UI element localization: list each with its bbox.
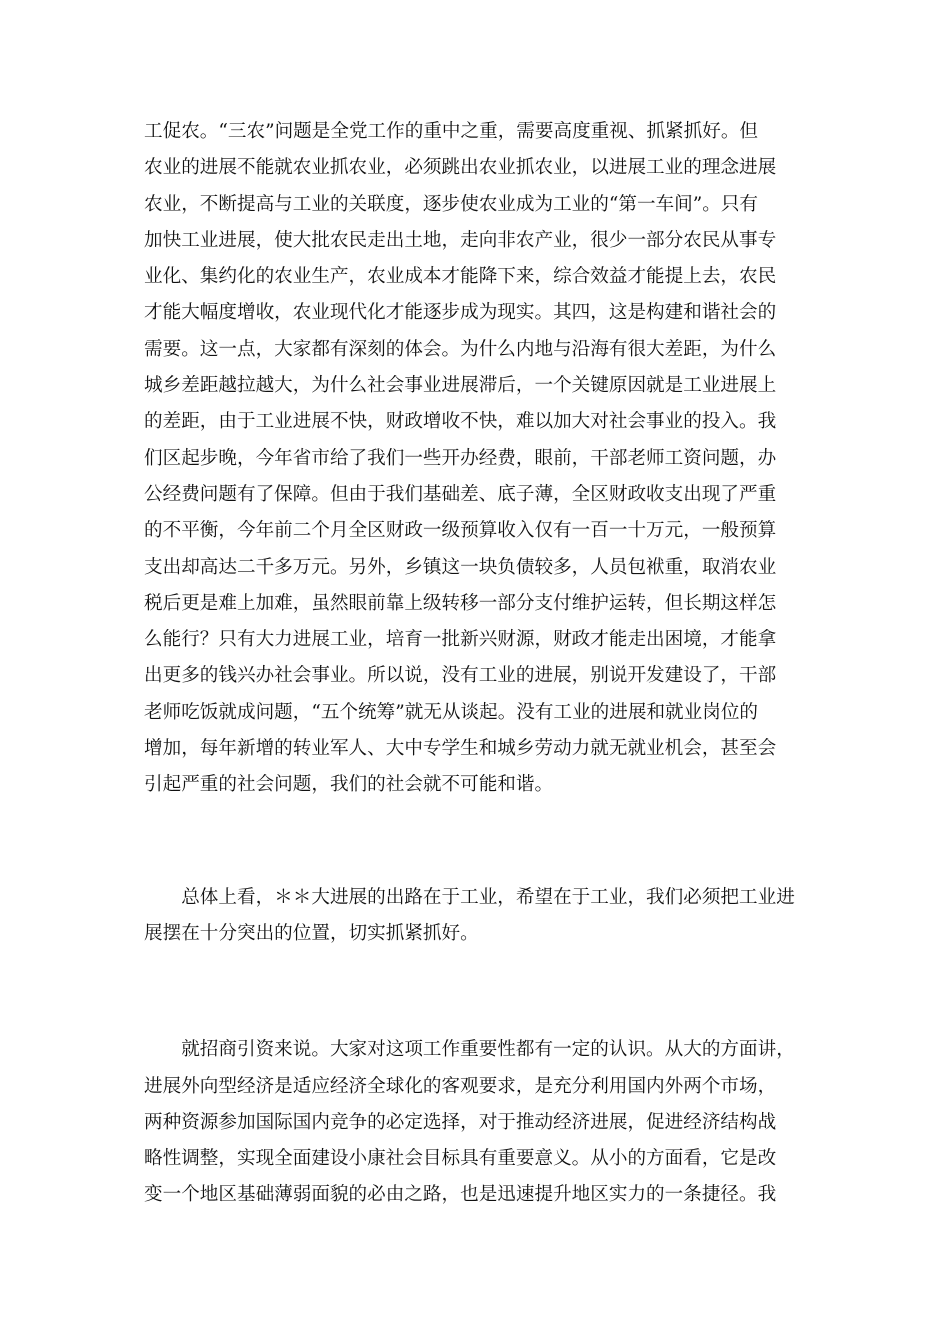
text-line: 业化、集约化的农业生产，农业成本才能降下来，综合效益才能提上去，农民 <box>144 266 777 288</box>
text-line: 变一个地区基础薄弱面貌的必由之路，也是迅速提升地区实力的一条捷径。我 <box>144 1184 777 1206</box>
paragraph-3 <box>144 1032 804 1213</box>
paragraph-2 <box>144 880 804 953</box>
text-line: 农业的进展不能就农业抓农业，必须跳出农业抓农业，以进展工业的理念进展 <box>144 157 777 179</box>
text-line: 就招商引资来说。大家对这项工作重要性都有一定的认识。从大的方面讲， <box>144 1039 795 1061</box>
text-line: 的差距，由于工业进展不快，财政增收不快，难以加大对社会事业的投入。我 <box>144 411 777 433</box>
text-line: 的不平衡，今年前二个月全区财政一级预算收入仅有一百一十万元，一般预算 <box>144 520 777 542</box>
text-line: 公经费问题有了保障。但由于我们基础差、底子薄，全区财政收支出现了严重 <box>144 483 777 505</box>
text-line: 需要。这一点，大家都有深刻的体会。为什么内地与沿海有很大差距，为什么 <box>144 338 777 360</box>
text-line: 老师吃饭就成问题，“五个统筹”就无从谈起。没有工业的进展和就业岗位的 <box>144 701 759 723</box>
text-line: 两种资源参加国际国内竞争的必定选择，对于推动经济进展，促进经济结构战 <box>144 1111 777 1133</box>
text-line: 么能行？只有大力进展工业，培育一批新兴财源，财政才能走出困境，才能拿 <box>144 629 777 651</box>
text-line: 城乡差距越拉越大，为什么社会事业进展滞后，一个关键原因就是工业进展上 <box>144 375 777 397</box>
paragraph-1 <box>144 114 804 804</box>
text-line: 加快工业进展，使大批农民走出土地，走向非农产业，很少一部分农民从事专 <box>144 229 777 251</box>
text-line: 总体上看，＊＊大进展的出路在于工业，希望在于工业，我们必须把工业进 <box>144 886 795 908</box>
document-body <box>144 114 804 1214</box>
paragraph-spacer <box>144 804 804 880</box>
text-line: 农业，不断提高与工业的关联度，逐步使农业成为工业的“第一车间”。只有 <box>144 193 759 215</box>
paragraph-spacer <box>144 952 804 1032</box>
text-line: 才能大幅度增收，农业现代化才能逐步成为现实。其四，这是构建和谐社会的 <box>144 302 777 324</box>
text-line: 增加，每年新增的转业军人、大中专学生和城乡劳动力就无就业机会，甚至会 <box>144 738 777 760</box>
text-line: 支出却高达二千多万元。另外，乡镇这一块负债较多，人员包袱重，取消农业 <box>144 556 777 578</box>
text-line: 进展外向型经济是适应经济全球化的客观要求，是充分利用国内外两个市场， <box>144 1075 777 1097</box>
text-line: 工促农。“三农”问题是全党工作的重中之重，需要高度重视、抓紧抓好。但 <box>144 121 759 142</box>
text-line: 出更多的钱兴办社会事业。所以说，没有工业的进展，别说开发建设了，干部 <box>144 665 777 687</box>
text-line: 略性调整，实现全面建设小康社会目标具有重要意义。从小的方面看，它是改 <box>144 1148 777 1170</box>
text-line: 们区起步晚，今年省市给了我们一些开办经费，眼前，干部老师工资问题，办 <box>144 447 777 469</box>
text-line: 展摆在十分突出的位置，切实抓紧抓好。 <box>144 922 479 944</box>
text-line: 税后更是难上加难，虽然眼前靠上级转移一部分支付维护运转，但长期这样怎 <box>144 592 777 614</box>
text-line: 引起严重的社会问题，我们的社会就不可能和谐。 <box>144 774 554 796</box>
